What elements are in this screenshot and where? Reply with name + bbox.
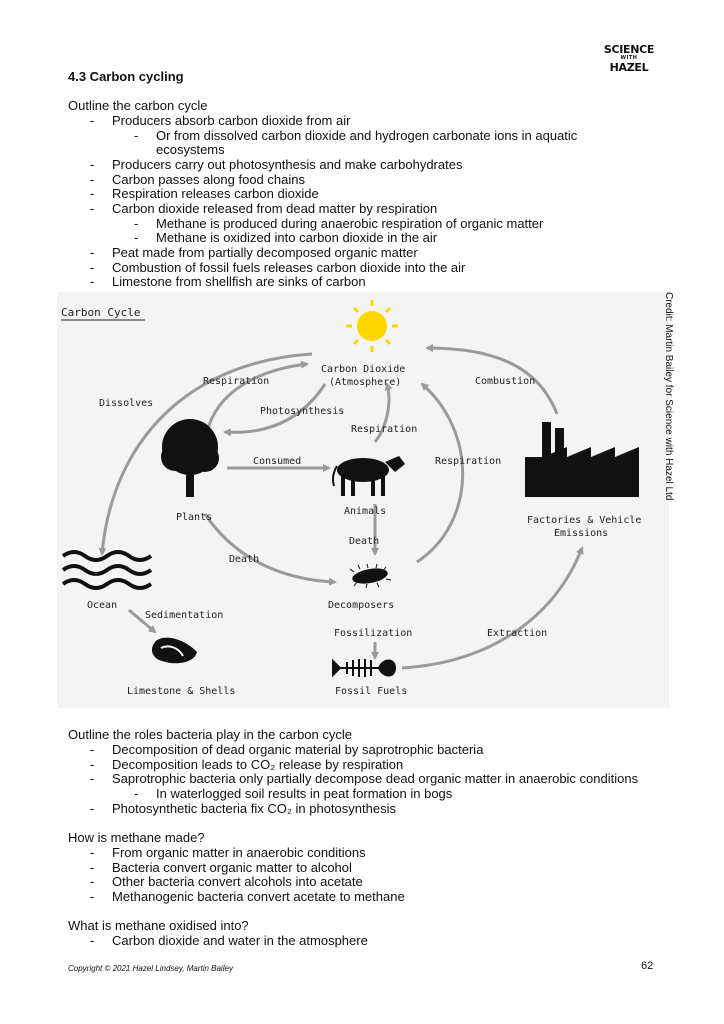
image-credit: Credit: Martin Bailey for Science with Hazel Ltd: [663, 292, 674, 501]
tree-icon: [161, 419, 219, 497]
label-fossil-fuels: Fossil Fuels: [335, 686, 408, 697]
arrow-label-death-plants: Death: [229, 554, 260, 565]
arrow-label-death-animals: Death: [349, 536, 380, 547]
cow-icon: [333, 456, 405, 496]
label-factories-line2: Emissions: [554, 528, 609, 539]
fish-skeleton-icon: [333, 659, 395, 677]
page-number: 62: [641, 960, 654, 972]
arrow-label-photosynthesis: Photosynthesis: [260, 406, 345, 417]
arrow-label-respiration-animals: Respiration: [351, 424, 418, 435]
question-methane-oxidised: What is methane oxidised into?: [68, 918, 249, 933]
arrow-label-extraction: Extraction: [487, 628, 548, 639]
label-plants: Plants: [176, 512, 213, 523]
factory-icon: [525, 422, 639, 497]
diagram-title: Carbon Cycle: [61, 306, 141, 319]
question-carbon-cycle: Outline the carbon cycle: [68, 98, 208, 113]
section-heading: 4.3 Carbon cycling: [68, 69, 184, 84]
arrow-label-consumed: Consumed: [253, 456, 302, 467]
logo-line2: WITH: [620, 55, 638, 61]
question-methane-made: How is methane made?: [68, 830, 205, 845]
sun-icon: [346, 300, 398, 352]
copyright-footer: Copyright © 2021 Hazel Lindsey, Martin Bailey: [68, 964, 233, 973]
label-factories-line1: Factories & Vehicle: [527, 515, 642, 526]
arrow-label-sedimentation: Sedimentation: [145, 610, 224, 621]
logo-line3: HAZEL: [609, 61, 649, 74]
label-co2-line2: (Atmosphere): [329, 377, 402, 388]
ocean-icon: [63, 552, 151, 588]
label-ocean: Ocean: [87, 600, 118, 611]
science-with-hazel-logo: [600, 44, 658, 73]
question-bacteria-roles: Outline the roles bacteria play in the carbon cycle: [68, 727, 352, 742]
label-animals: Animals: [344, 506, 387, 517]
arrow-label-fossilization: Fossilization: [334, 628, 413, 639]
logo-line1: SCIENCE: [603, 43, 655, 56]
label-co2-line1: Carbon Dioxide: [321, 364, 406, 375]
arrow-label-dissolves: Dissolves: [99, 398, 154, 409]
arrow-respiration-decomposers: [417, 384, 463, 562]
arrow-extraction: [402, 548, 582, 668]
shell-icon: [152, 638, 197, 664]
label-limestone: Limestone & Shells: [127, 686, 236, 697]
arrow-label-combustion: Combustion: [475, 376, 536, 387]
decomposer-icon: [350, 564, 391, 588]
label-decomposers: Decomposers: [328, 600, 395, 611]
arrow-label-respiration-plants: Respiration: [203, 376, 270, 387]
carbon-cycle-diagram: [57, 292, 669, 708]
arrow-label-respiration-decomposers: Respiration: [435, 456, 502, 467]
arrow-death-plants: [205, 514, 335, 582]
